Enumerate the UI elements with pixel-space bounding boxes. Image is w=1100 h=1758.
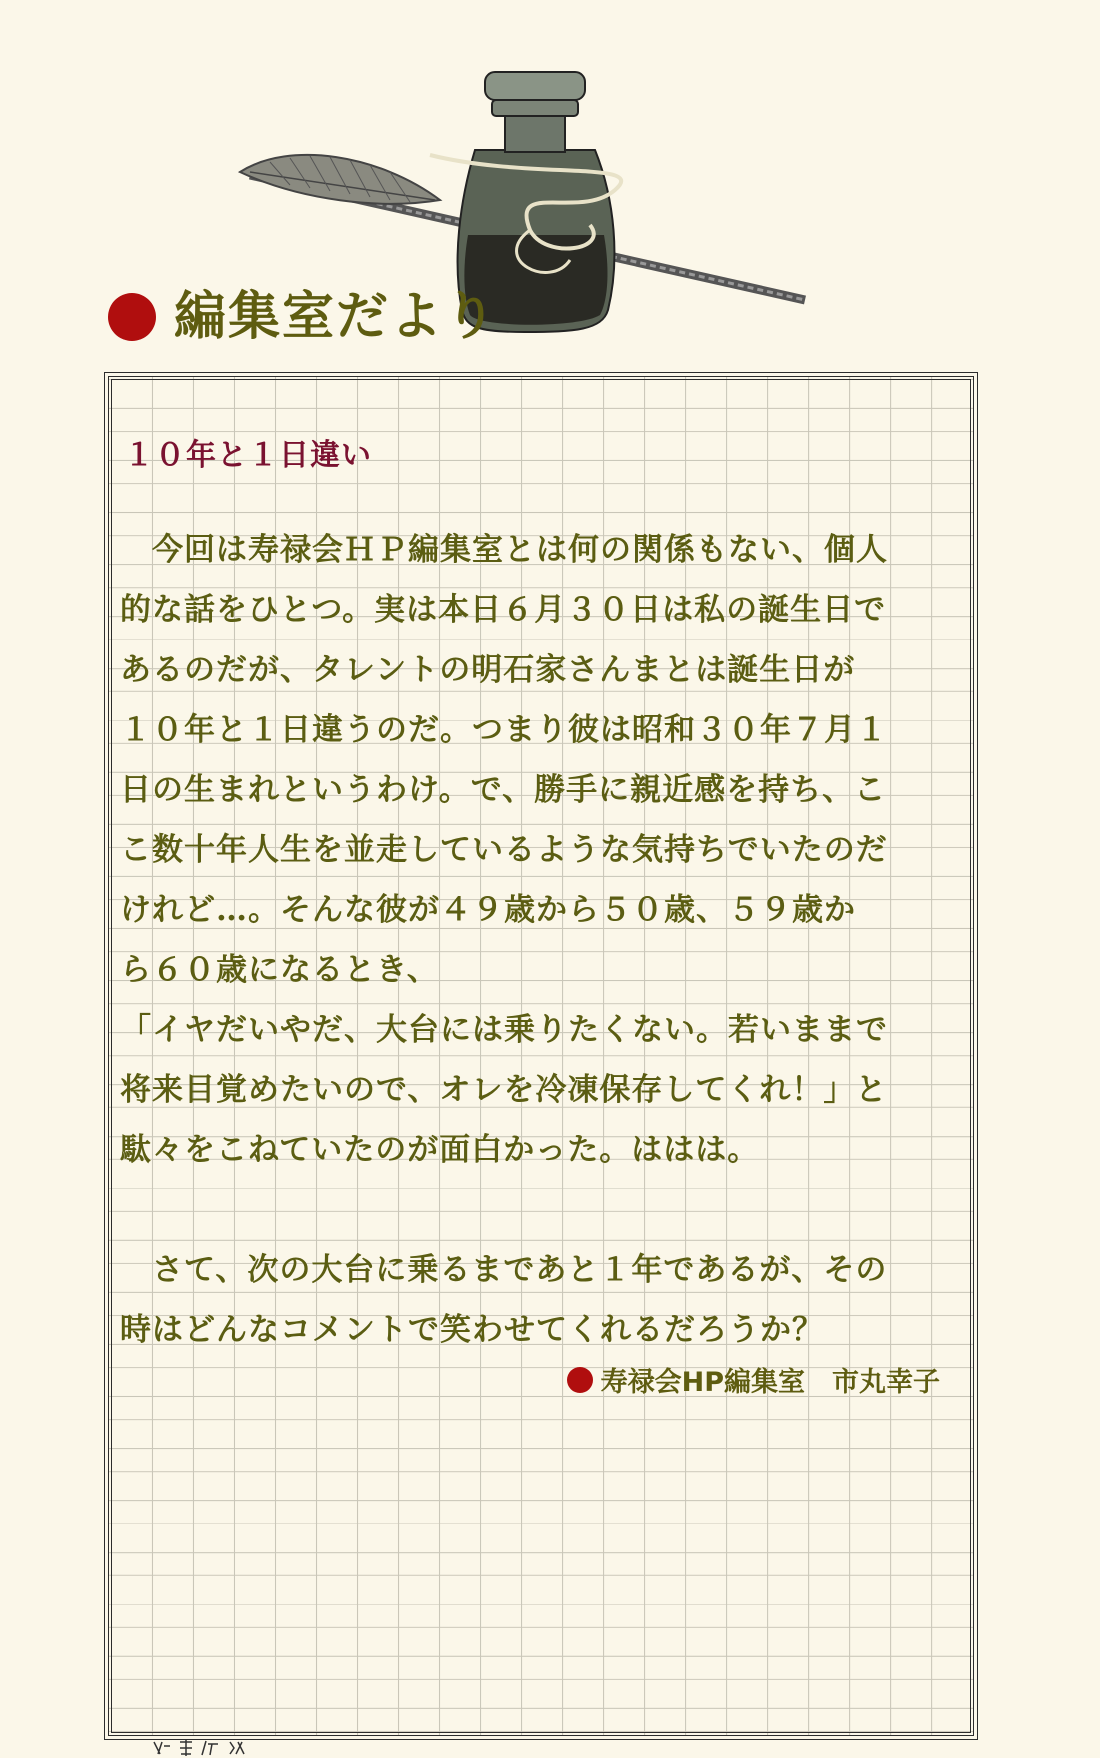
red-bullet-icon [108, 293, 156, 341]
body-line: 時はどんなコメントで笑わせてくれるだろうか？ [120, 1312, 824, 1348]
signature-text: 寿禄会HP編集室 市丸幸子 [600, 1367, 940, 1398]
body-line: 的な話をひとつ。実は本日６月３０日は私の誕生日で [120, 592, 887, 628]
body-line: 将来目覚めたいので、オレを冷凍保存してくれ！」と [120, 1072, 888, 1108]
body-line-blank [120, 1180, 968, 1240]
red-bullet-icon [567, 1367, 593, 1393]
manuscript-publisher-mark [150, 1738, 260, 1758]
body-line: あるのだが、タレントの明石家さんまとは誕生日が [120, 652, 856, 688]
body-line: １０年と１日違うのだ。つまり彼は昭和３０年７月１ [120, 712, 888, 748]
body-line: 「イヤだいやだ、大台には乗りたくない。若いままで [120, 1012, 888, 1048]
page-header [108, 282, 498, 352]
body-line: さて、次の大台に乗るまであと１年であるが、その [120, 1252, 888, 1288]
body-line: 駄々をこねていたのが面白かった。ははは。 [120, 1132, 760, 1168]
body-line: けれど…。そんな彼が４９歳から５０歳、５９歳か [120, 892, 856, 928]
page-title: 編集室だより [174, 287, 499, 347]
body-line: ら６０歳になるとき、 [120, 952, 439, 988]
article-body [120, 520, 968, 1360]
article-heading: １０年と１日違い [124, 438, 372, 473]
signature [567, 1360, 940, 1399]
body-line: こ数十年人生を並走しているような気持ちでいたのだ [120, 832, 888, 868]
body-line: 日の生まれというわけ。で、勝手に親近感を持ち、こ [120, 772, 887, 808]
manuscript-paper [108, 376, 974, 1736]
body-line: 今回は寿禄会ＨＰ編集室とは何の関係もない、個人 [120, 532, 888, 568]
